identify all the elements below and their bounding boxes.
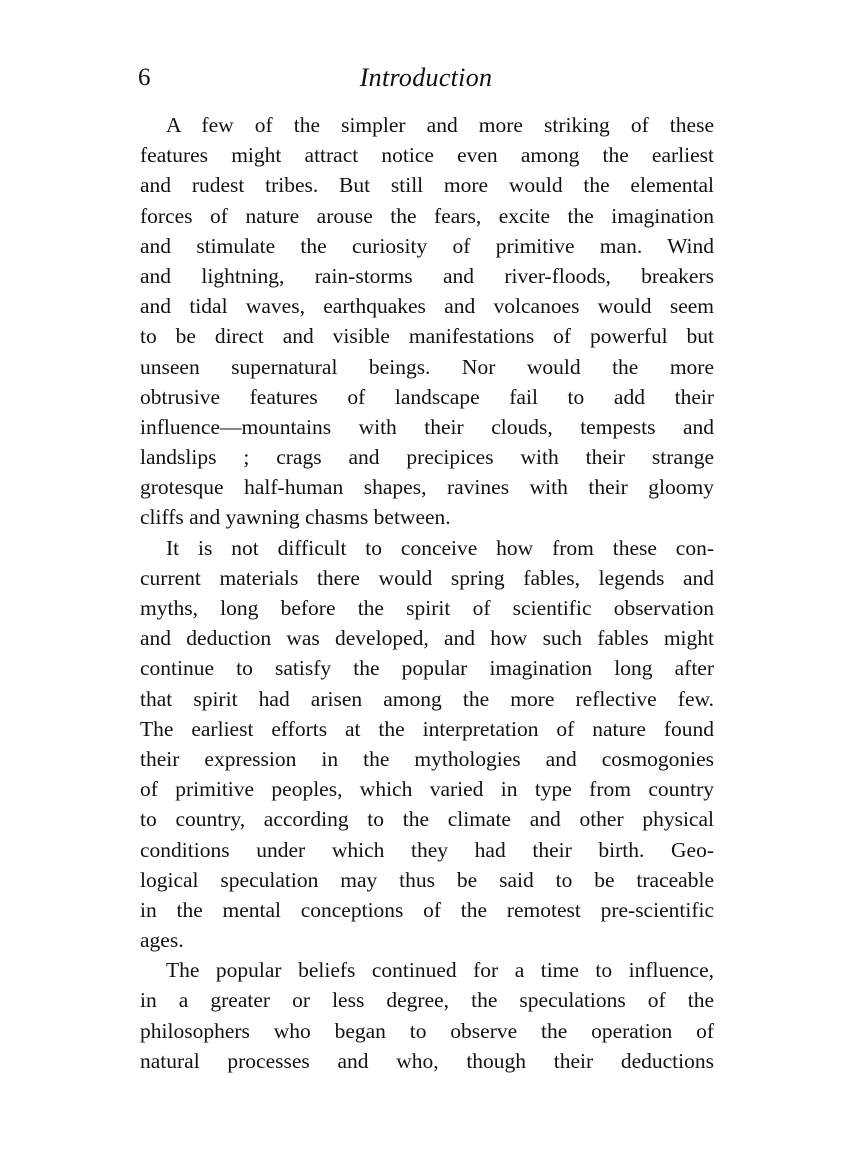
body-text <box>140 110 714 1076</box>
text-line: and deduction was developed, and how such fables might <box>140 626 714 651</box>
text-line: philosophers who began to observe the operation of <box>140 1018 714 1043</box>
text-line: their expression in the mythologies and cosmogonies <box>140 746 714 771</box>
text-line: and tidal waves, earthquakes and volcanoes would seem <box>140 294 714 319</box>
text-line: to be direct and visible manifestations of powerful but <box>140 324 714 349</box>
text-line: to country, according to the climate and other physical <box>140 807 714 832</box>
text-line: and lightning, rain-storms and river-floods, breakers <box>140 263 714 288</box>
text-line: forces of nature arouse the fears, excite the imagination <box>140 203 714 228</box>
text-line: conditions under which they had their birth. Geo- <box>140 837 714 862</box>
text-line: A few of the simpler and more striking of these <box>166 113 714 137</box>
text-line: and stimulate the curiosity of primitive man. Wind <box>140 233 714 258</box>
text-line: ages. <box>140 928 184 953</box>
text-line: It is not difficult to conceive how from these con- <box>166 535 714 560</box>
text-line: natural processes and who, though their deductions <box>140 1048 714 1073</box>
text-line: landslips ; crags and precipices with their strange <box>140 445 714 470</box>
running-title: Introduction <box>359 63 493 92</box>
text-line: myths, long before the spirit of scientific observation <box>140 596 714 620</box>
paragraph-3 <box>140 955 714 1076</box>
paragraph-1 <box>140 110 714 533</box>
text-line: logical speculation may thus be said to be traceable <box>140 867 714 892</box>
text-line: features might attract notice even among the earliest <box>140 143 714 168</box>
text-line: in the mental conceptions of the remotest pre-scientific <box>140 897 714 922</box>
text-line: continue to satisfy the popular imagination long after <box>140 656 714 681</box>
text-line: grotesque half-human shapes, ravines with their gloomy <box>140 475 714 500</box>
page-number: 6 <box>138 64 151 91</box>
text-line: current materials there would spring fables, legends and <box>140 565 714 590</box>
text-line: The popular beliefs continued for a time to influence, <box>166 958 714 983</box>
text-line: unseen supernatural beings. Nor would the more <box>140 354 714 379</box>
text-line: in a greater or less degree, the speculations of the <box>140 988 714 1013</box>
paragraph-2 <box>140 533 714 956</box>
text-line: of primitive peoples, which varied in type from country <box>140 777 714 802</box>
text-line: that spirit had arisen among the more reflective few. <box>140 686 714 711</box>
text-line: influence—mountains with their clouds, tempests and <box>140 414 714 439</box>
text-line: and rudest tribes. But still more would the elemental <box>140 173 714 198</box>
text-line: The earliest efforts at the interpretation of nature found <box>140 716 714 741</box>
running-head <box>138 60 714 96</box>
text-line: obtrusive features of landscape fail to add their <box>140 384 714 409</box>
text-line: cliffs and yawning chasms between. <box>140 505 451 530</box>
